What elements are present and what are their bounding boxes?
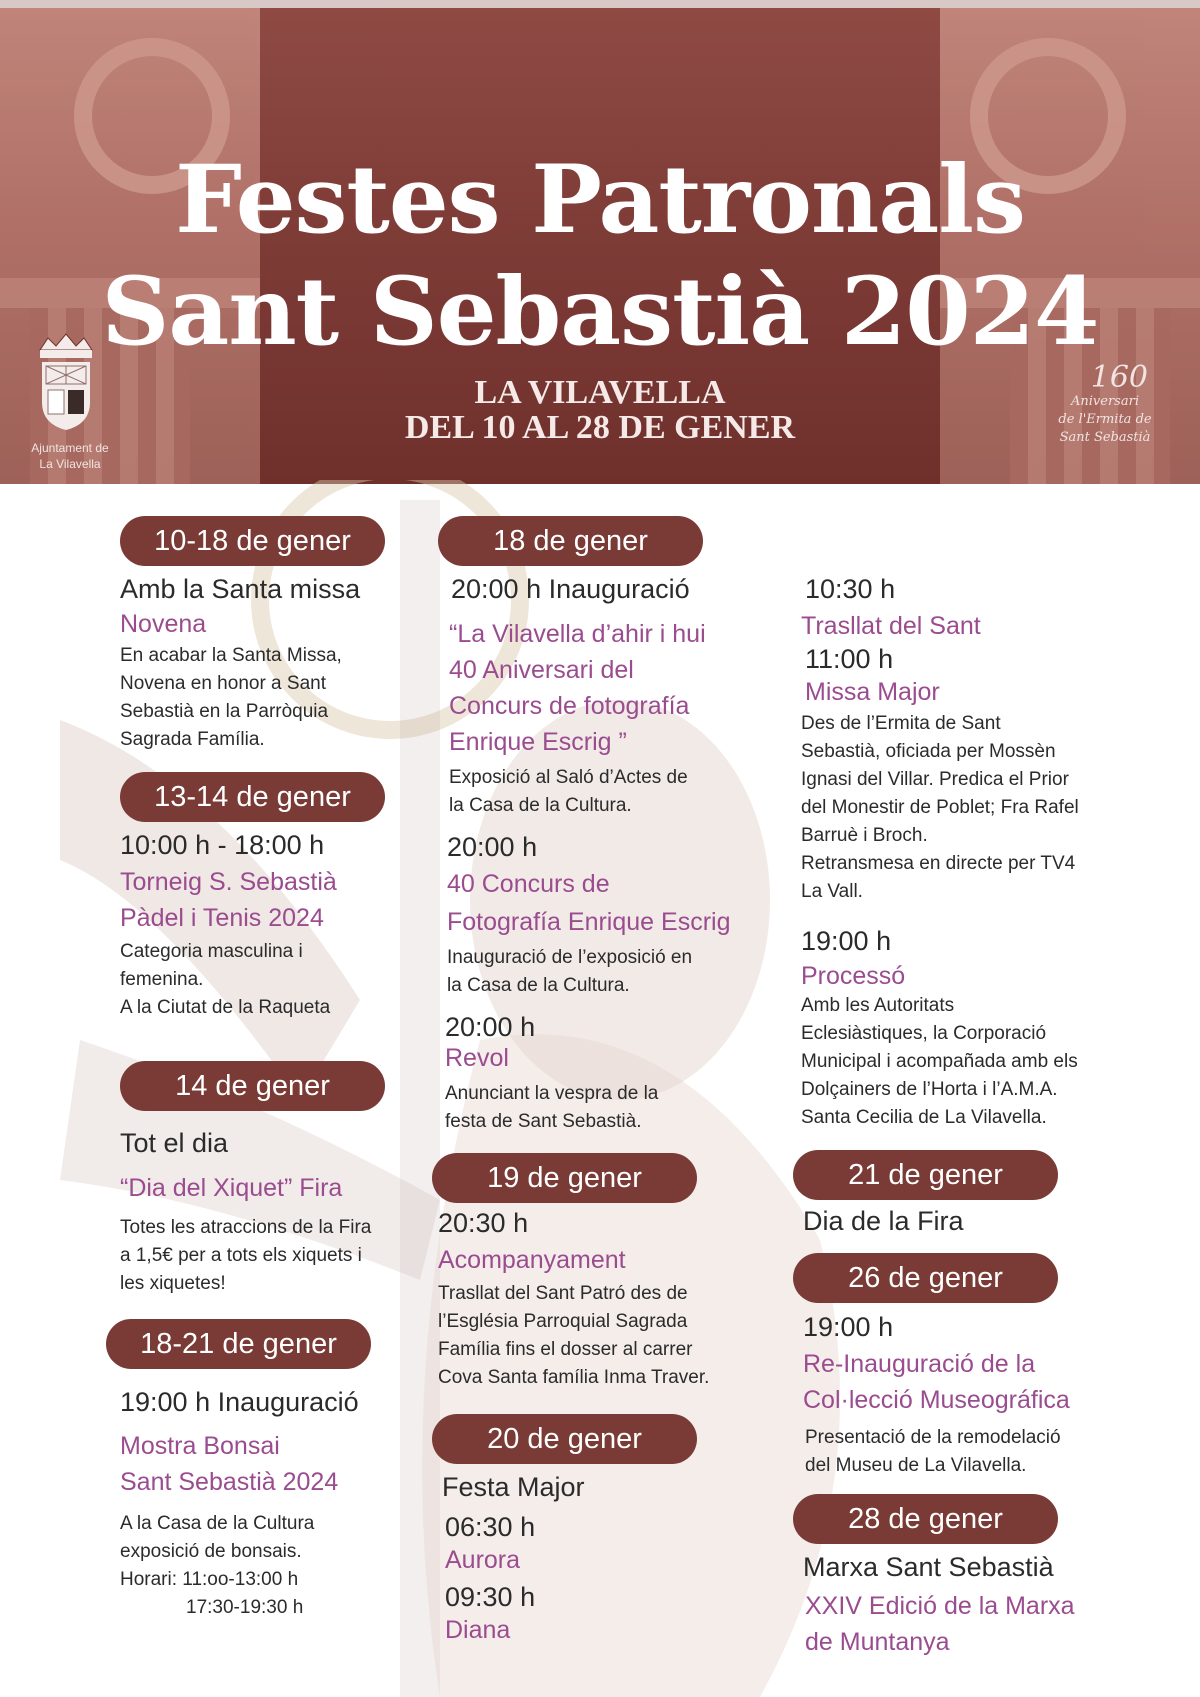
event-title: Torneig S. Sebastià (120, 868, 337, 896)
event-text: Retransmesa en directe per TV4 (801, 853, 1076, 874)
council-crest-icon (34, 332, 98, 432)
program-content (0, 484, 1200, 1697)
event-heading: Amb la Santa missa (120, 574, 361, 604)
event-title: de Muntanya (805, 1628, 950, 1656)
council-label-2: La Vilavella (39, 457, 101, 471)
event-text: Trasllat del Sant Patró des de (438, 1283, 688, 1304)
event-title: Acompanyament (438, 1246, 626, 1274)
event-text: Inauguració de l’exposició en (447, 947, 693, 968)
event-text: Categoria masculina i (120, 941, 303, 962)
event-heading: Dia de la Fira (803, 1206, 964, 1236)
event-text: Anunciant la vespra de la (445, 1083, 659, 1104)
date-pill: 26 de gener (793, 1253, 1058, 1303)
date-pill: 28 de gener (793, 1494, 1058, 1544)
event-heading: 20:00 h (447, 832, 538, 862)
event-text: l’Església Parroquial Sagrada (438, 1311, 688, 1332)
event-heading: Festa Major (442, 1472, 585, 1502)
event-text: Horari: 11:oo-13:00 h (120, 1569, 299, 1590)
event-title: Diana (445, 1616, 511, 1644)
event-title: Revol (445, 1044, 509, 1072)
event-heading: 19:00 h (801, 926, 892, 956)
event-text: A la Ciutat de la Raqueta (120, 997, 331, 1018)
event-text: del Monestir de Poblet; Fra Rafel (801, 797, 1079, 818)
event-heading: 10:00 h - 18:00 h (120, 830, 325, 860)
event-text: A la Casa de la Cultura (120, 1513, 315, 1534)
event-title: Concurs de fotografía (449, 692, 690, 720)
event-text: Amb les Autoritats (801, 995, 955, 1016)
date-pill: 20 de gener (432, 1414, 697, 1464)
event-text: del Museu de La Vilavella. (805, 1455, 1027, 1476)
event-title: Novena (120, 610, 207, 638)
event-title: “Dia del Xiquet” Fira (120, 1174, 343, 1202)
event-text: exposició de bonsais. (120, 1541, 302, 1562)
event-heading: 06:30 h (445, 1512, 536, 1542)
event-heading: 20:30 h (438, 1208, 529, 1238)
title-line-2: Sant Sebastià 2024 (101, 257, 1099, 367)
anniversary-logo (1040, 360, 1170, 460)
date-pill: 10-18 de gener (120, 516, 385, 566)
event-text: La Vall. (801, 881, 863, 902)
event-text: femenina. (120, 969, 204, 990)
event-title: 40 Aniversari del (449, 656, 634, 684)
event-heading: Marxa Sant Sebastià (803, 1552, 1054, 1582)
event-text: la Casa de la Cultura. (447, 975, 630, 996)
event-heading: Tot el dia (120, 1128, 229, 1158)
event-text: festa de Sant Sebastià. (445, 1111, 642, 1132)
event-text: a 1,5€ per a tots els xiquets i (120, 1245, 362, 1266)
title-line-1: Festes Patronals (175, 145, 1025, 255)
event-title: Fotografía Enrique Escrig (447, 908, 731, 936)
date-pill: 18-21 de gener (106, 1319, 371, 1369)
event-text: Presentació de la remodelació (805, 1427, 1061, 1448)
event-title: Sant Sebastià 2024 (120, 1468, 339, 1496)
event-title: Enrique Escrig ” (449, 728, 627, 756)
event-heading: 20:00 h Inauguració (451, 574, 690, 604)
event-text: les xiquetes! (120, 1273, 226, 1294)
place-name: LA VILAVELLA (474, 374, 726, 411)
event-title: Pàdel i Tenis 2024 (120, 904, 324, 932)
event-title: Trasllat del Sant (801, 612, 981, 640)
date-pill: 19 de gener (432, 1153, 697, 1203)
event-text: En acabar la Santa Missa, (120, 645, 342, 666)
top-border (0, 0, 1200, 8)
event-title: Aurora (445, 1546, 521, 1574)
council-label-1: Ajuntament de (31, 441, 109, 455)
event-title: “La Vilavella d’ahir i hui (449, 620, 706, 648)
event-title: Missa Major (805, 678, 940, 706)
event-heading: 19:00 h (803, 1312, 894, 1342)
event-heading: 10:30 h (805, 574, 896, 604)
date-pill: 14 de gener (120, 1061, 385, 1111)
event-text: Cova Santa família Inma Traver. (438, 1367, 710, 1388)
date-pill: 13-14 de gener (120, 772, 385, 822)
event-title: Col·lecció Museográfica (803, 1386, 1070, 1414)
anniversary-line-3: Sant Sebastià (1059, 430, 1151, 445)
event-text: la Casa de la Cultura. (449, 795, 632, 816)
event-text: 17:30-19:30 h (186, 1597, 304, 1618)
date-range: DEL 10 AL 28 DE GENER (404, 409, 796, 446)
event-heading: 11:00 h (805, 644, 894, 674)
event-text: Sagrada Família. (120, 729, 265, 750)
event-title: 40 Concurs de (447, 870, 610, 898)
header-banner (0, 0, 1200, 484)
event-text: Totes les atraccions de la Fira (120, 1217, 372, 1238)
event-text: Ignasi del Villar. Predica el Prior (801, 769, 1069, 790)
event-text: Novena en honor a Sant (120, 673, 326, 694)
event-heading: 19:00 h Inauguració (120, 1387, 359, 1417)
event-text: Família fins el dosser al carrer (438, 1339, 693, 1360)
event-text: Municipal i acompañada amb els (801, 1051, 1078, 1072)
event-text: Barruè i Broch. (801, 825, 928, 846)
event-heading: 20:00 h (445, 1012, 536, 1042)
event-title: Re-Inauguració de la (803, 1350, 1036, 1378)
event-text: Exposició al Saló d’Actes de (449, 767, 688, 788)
event-heading: 09:30 h (445, 1582, 536, 1612)
event-text: Sebastià, oficiada per Mossèn (801, 741, 1056, 762)
anniversary-line-2: de l'Ermita de (1058, 412, 1152, 427)
event-title: Mostra Bonsai (120, 1432, 280, 1460)
event-text: Sebastià en la Parròquia (120, 701, 329, 722)
date-pill: 18 de gener (438, 516, 703, 566)
event-text: Santa Cecilia de La Vilavella. (801, 1107, 1047, 1128)
event-text: Eclesiàstiques, la Corporació (801, 1023, 1047, 1044)
date-pill: 21 de gener (793, 1150, 1058, 1200)
event-text: Des de l’Ermita de Sant (801, 713, 1001, 734)
event-title: Processó (801, 962, 906, 990)
anniversary-line-1: Aniversari (1071, 394, 1139, 409)
anniversary-number: 160 (1090, 360, 1148, 395)
event-text: Dolçainers de l’Horta i l’A.M.A. (801, 1079, 1058, 1100)
event-title: XXIV Edició de la Marxa (805, 1592, 1075, 1620)
